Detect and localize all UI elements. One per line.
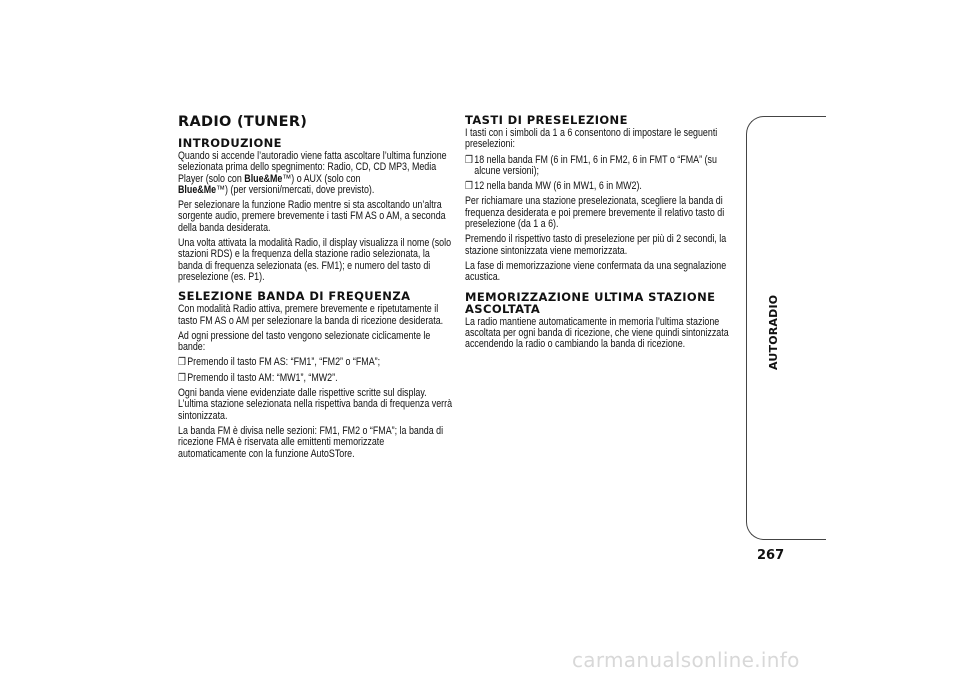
intro-text-a: Quando si accende l’autoradio viene fatta ascoltare l’ultima funzione selezionata prima dello spegnimento: Radio, CD, CD MP3, Media Player (solo con (178, 150, 447, 185)
band-paragraph-2: Ad ogni pressione del tasto vengono selezionate ciclicamente le bande: (178, 329, 431, 354)
bullet-text: Premendo il tasto FM AS: “FM1”, “FM2” o “FMA”; (187, 356, 381, 369)
preset-paragraph-4: La fase di memorizzazione viene confermata da una segnalazione acustica. (465, 259, 727, 284)
intro-paragraph-3: Una volta attivata la modalità Radio, il display visualizza il nome (solo stazioni RDS) e la frequenza della stazione radio selezionata, la banda di frequenza selezionata (es. FM1); e numero del tasto di preselezione (es. P1). (178, 237, 452, 283)
page-title: RADIO (TUNER) (178, 114, 308, 130)
preset-paragraph-3: Premendo il rispettivo tasto di preselezione per più di 2 secondi, la stazione sintonizzata viene memorizzata. (465, 233, 727, 257)
intro-text-b: ™) o AUX (solo con (282, 172, 361, 185)
page-number: 267 (757, 548, 785, 563)
preset-bullet-fm (465, 155, 740, 178)
band-paragraph-1: Con modalità Radio attiva, premere brevemente e ripetutamente il tasto FM AS o AM per selezionare la banda di ricezione desiderata. (178, 303, 444, 327)
bullet-icon: ❒ (178, 356, 186, 369)
preset-paragraph-2: Per richiamare una stazione preselezionata, scegliere la banda di frequenza desiderata e poi premere brevemente il relativo tasto di preselezione (da 1 a 6). (465, 195, 725, 231)
bullet-icon: ❒ (465, 153, 473, 166)
preset-bullet-mw (465, 181, 740, 192)
brand-blueme: Blue&Me (244, 172, 283, 185)
memory-paragraph-1: La radio mantiene automaticamente in memoria l’ultima stazione ascoltata per ogni banda di ricezione, che viene quindi sintonizzata accendendo la radio o cambiando la banda di ricezione. (465, 315, 729, 351)
heading-introduzione: INTRODUZIONE (178, 136, 282, 150)
bullet-icon: ❒ (465, 180, 473, 193)
intro-text-c: ™) (per versioni/mercati, dove previsto). (216, 183, 375, 196)
band-paragraph-3: Ogni banda viene evidenziate dalle rispettive scritte sul display. L’ultima stazione selezionata nella rispettiva banda di frequenza verrà sintonizzata. (178, 387, 453, 422)
brand-blueme-2: Blue&Me (178, 183, 217, 196)
section-tab (746, 116, 826, 540)
heading-memorizzazione: MEMORIZZAZIONE ULTIMA STAZIONE ASCOLTATA (465, 289, 716, 316)
right-column (465, 114, 740, 354)
bullet-text: 12 nella banda MW (6 in MW1, 6 in MW2). (474, 180, 642, 193)
bullet-text: Premendo il tasto AM: “MW1”, “MW2”. (187, 371, 338, 384)
bullet-icon: ❒ (178, 371, 186, 384)
intro-paragraph-1 (178, 151, 453, 196)
band-paragraph-4: La banda FM è divisa nelle sezioni: FM1, FM2 o “FMA”; la banda di ricezione FMA è riservata alle emittenti memorizzate automaticamente con la funzione AutoSTore. (178, 424, 444, 460)
band-bullet-fm (178, 357, 453, 368)
preset-paragraph-1: I tasti con i simboli da 1 a 6 consentono di impostare le seguenti preselezioni: (465, 127, 718, 151)
section-tab-label: AUTORADIO (767, 294, 780, 370)
band-bullet-am (178, 373, 453, 384)
intro-paragraph-2: Per selezionare la funzione Radio mentre si sta ascoltando un’altra sorgente audio, premere brevemente i tasti FM AS o AM, a seconda della banda desiderata. (178, 199, 446, 234)
watermark: carmanualsonline.info (572, 648, 800, 672)
heading-selezione-banda: SELEZIONE BANDA DI FREQUENZA (178, 289, 411, 304)
left-column (178, 114, 453, 464)
bullet-text: 18 nella banda FM (6 in FM1, 6 in FM2, 6 in FMT o “FMA” (su alcune versioni); (474, 153, 717, 177)
heading-tasti-preselezione: TASTI DI PRESELEZIONE (465, 113, 628, 127)
